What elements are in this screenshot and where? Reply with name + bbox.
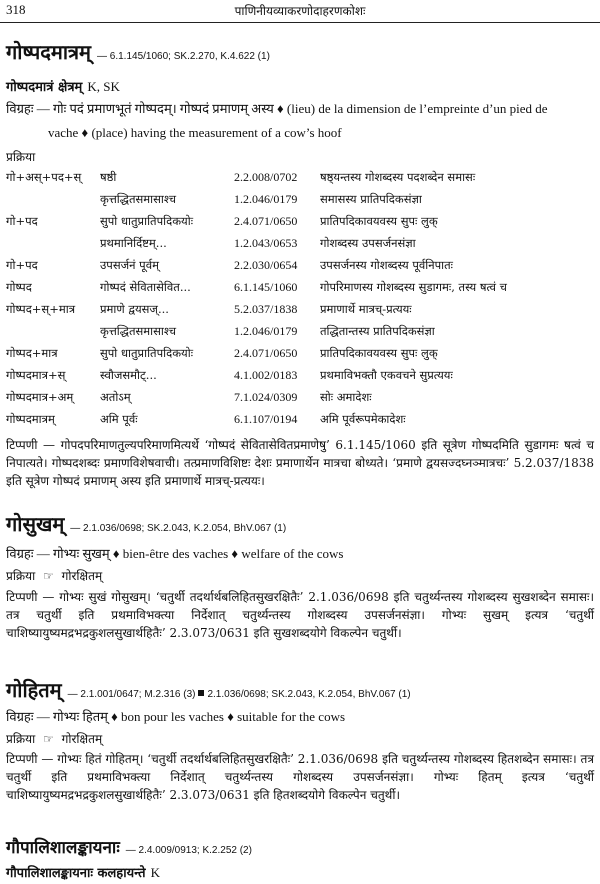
prakriya-label: प्रक्रिया <box>6 569 36 583</box>
entry-gohitam <box>0 678 600 702</box>
square-bullet-icon <box>198 690 204 696</box>
pointing-hand-icon: ☞ <box>43 569 54 583</box>
entry-references: — 6.1.145/1060; SK.2.270, K.4.622 (1) <box>97 51 270 62</box>
table-row: गोष्पद+स्+मात्र प्रमाणे द्वयसज्... 5.2.037/1838 प्रमाणार्थे मात्रच्-प्रत्ययः <box>6 302 412 316</box>
sub-references: K <box>150 865 161 880</box>
prakriya-label: प्रक्रिया <box>6 150 36 164</box>
table-row: प्रथमानिर्दिष्टम्... 1.2.043/0653 गोशब्दस्य उपसर्जनसंज्ञा <box>100 236 416 250</box>
vigraha-line: विग्रहः — गोभ्यः सुखम् ♦ bien-être des vaches ♦ welfare of the cows <box>6 546 344 561</box>
entry-headword: गोसुखम् <box>6 512 65 536</box>
table-row: गो+पद उपसर्जनं पूर्वम् 2.2.030/0654 उपसर्जनस्य गोशब्दस्य पूर्वनिपातः <box>6 258 454 272</box>
entry-headword: गोहितम् <box>6 678 62 702</box>
tippani-note: टिप्पणी — गोभ्यः हितं गोहितम्। ‘चतुर्थी तदर्थार्थबलिहितसुखरक्षितैः’ 2.1.036/0698 इति चतुर्थ्यन्तस्य गोशब्दस्य हितशब्देन समासः। तत्र चतुर्थी इति प्रथमाविभक्त्या निर्देशात् चतुर्थ्यन्तस्य गोशब्दस्य उपसर्जनसंज्ञा। गोभ्यः हितम् इत्यत्र ‘चतुर्थी चाशिष्यायुष्यमद्रभद्रकुशलसुखार्थहितैः’ 2.3.073/0631 इति हितशब्दयोगे विकल्पेन चतुर्थी। <box>6 752 594 802</box>
table-row: गोष्पदमात्र+अम् अतोऽम् 7.1.024/0309 सोः अमादेशः <box>6 390 372 404</box>
table-row: गोष्पदमात्रम् अमि पूर्वः 6.1.107/0194 अमि पूर्वरूपमेकादेशः <box>6 412 406 426</box>
table-row: गोष्पद गोष्पदं सेवितासेवित... 6.1.145/1060 गोपरिमाणस्य गोशब्दस्य सुडागमः, तस्य षत्वं च <box>6 280 507 294</box>
prakriya-reference: गोरक्षितम् <box>61 732 103 746</box>
tippani-note: टिप्पणी — गोभ्यः सुखं गोसुखम्। ‘चतुर्थी तदर्थार्थबलिहितसुखरक्षितैः’ 2.1.036/0698 इति चतुर्थ्यन्तस्य गोशब्दस्य सुखशब्देन समासः। तत्र चतुर्थी इति प्रथमाविभक्त्या निर्देशात् चतुर्थ्यन्तस्य गोशब्दस्य उपसर्जनसंज्ञा। गोभ्यः सुखम् इत्यत्र ‘चतुर्थी चाशिष्यायुष्यमद्रभद्रकुशलसुखार्थहितैः’ 2.3.073/0631 इति सुखशब्दयोगे विकल्पेन चतुर्थी। <box>6 590 594 640</box>
page-header <box>0 2 600 20</box>
page-number: 318 <box>6 2 26 17</box>
vigraha-line-2: vache ♦ (place) having the measurement of a cow’s hoof <box>48 125 342 140</box>
running-title: पाणिनीयव्याकरणोदाहरणकोशः <box>234 4 366 18</box>
entry-gosukham <box>0 512 600 536</box>
table-row: कृत्तद्धितसमासाश्च 1.2.046/0179 समासस्य प्रातिपदिकसंज्ञा <box>100 192 422 206</box>
entry-gaupalishalankayanah <box>0 836 600 860</box>
sub-headword: गोष्पदमात्रं क्षेत्रम् <box>6 80 83 95</box>
tippani-note: टिप्पणी — गोपदपरिमाणतुल्यपरिमाणमित्यर्थे ‘गोष्पदं सेवितासेवितप्रमाणेषु’ 6.1.145/1060 इति सूत्रेण गोष्पदमिति सुडागमः षत्वं च निपात्यते। गोष्पदशब्दः प्रमाणविशेषवाची। तत्प्रमाणविशिष्टः देशः प्रमाणार्थेन मात्रचा बोध्यते। ‘प्रमाणे द्वयसज्दघ्नञ्मात्रचः’ 5.2.037/1838 इति सूत्रेण गोष्पदं प्रमाणम् अस्य इति प्रमाणार्थे मात्रच्-प्रत्ययः। <box>6 438 594 488</box>
entry-goshpadamatram <box>0 40 600 64</box>
sub-entry <box>0 76 600 95</box>
vigraha-line: विग्रहः — गोः पदं प्रमाणभूतं गोष्पदम्। गोष्पदं प्रमाणम् अस्य ♦ (lieu) de la dimension de l’empreinte d’un pied de <box>6 101 548 116</box>
prakriya-crossref <box>6 730 596 749</box>
sub-entry <box>0 862 600 881</box>
prakriya-reference: गोरक्षितम् <box>61 569 103 583</box>
entry-headword: गोष्पदमात्रम् <box>6 40 91 64</box>
vigraha-line: विग्रहः — गोभ्यः हितम् ♦ bon pour les vaches ♦ suitable for the cows <box>6 709 346 724</box>
prakriya-label: प्रक्रिया <box>6 732 36 746</box>
prakriya-crossref <box>6 567 596 586</box>
table-row: गोष्पदमात्र+स् स्वौजसमौट्... 4.1.002/0183 प्रथमाविभक्तौ एकवचने सुप्रत्ययः <box>6 368 453 382</box>
sub-headword: गौपालिशालङ्कायनाः कलहायन्ते <box>6 866 146 881</box>
entry-references: — 2.1.036/0698; SK.2.043, K.2.054, BhV.067 (1) <box>70 523 287 534</box>
entry-references-2: 2.1.036/0698; SK.2.043, K.2.054, BhV.067 (1) <box>207 689 411 700</box>
table-row: कृत्तद्धितसमासाश्च 1.2.046/0179 तद्धितान्तस्य प्रातिपदिकसंज्ञा <box>100 324 435 338</box>
table-row: गो+पद सुपो धातुप्रातिपदिकयोः 2.4.071/0650 प्रातिपदिकावयवस्य सुपः लुक् <box>6 214 438 228</box>
entry-references: — 2.4.009/0913; K.2.252 (2) <box>125 845 252 856</box>
table-row: गोष्पद+मात्र सुपो धातुप्रातिपदिकयोः 2.4.071/0650 प्रातिपदिकावयवस्य सुपः लुक् <box>6 346 438 360</box>
sub-references: K, SK <box>87 79 120 94</box>
entry-references: — 2.1.001/0647; M.2.316 (3) <box>67 689 196 700</box>
entry-headword: गौपालिशालङ्कायनाः <box>6 838 120 858</box>
header-rule <box>0 22 600 23</box>
table-row: गो+अस्+पद+स् षष्ठी 2.2.008/0702 षष्ठ्यन्तस्य गोशब्दस्य पदशब्देन समासः <box>6 170 476 184</box>
pointing-hand-icon: ☞ <box>43 732 54 746</box>
